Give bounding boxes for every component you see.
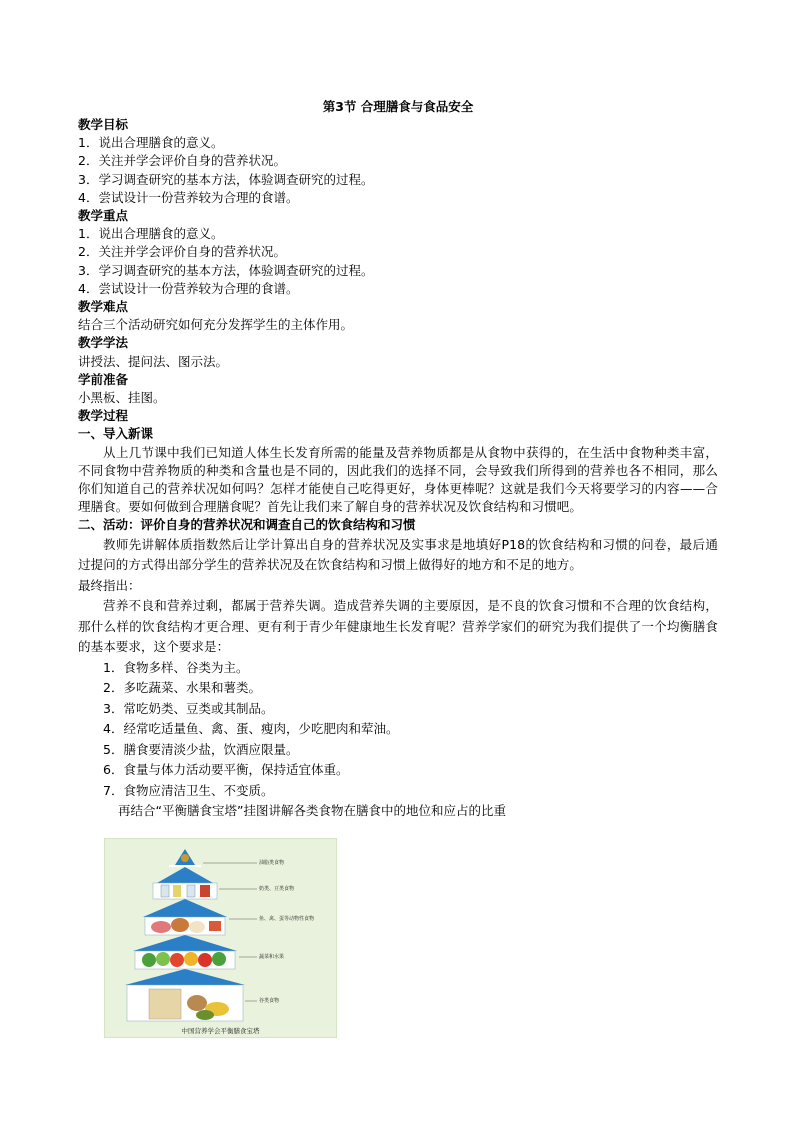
- methods-heading: 教学学法: [78, 335, 129, 351]
- preparation-heading: 学前准备: [78, 371, 129, 387]
- key-point-item: 2．关注并学会评价自身的营养状况。: [78, 244, 286, 260]
- label-grains: 谷类食物: [259, 998, 280, 1004]
- objective-item: 3．学习调查研究的基本方法，体验调查研究的过程。: [78, 171, 374, 187]
- document-body: [78, 98, 718, 821]
- process-heading: 教学过程: [78, 408, 129, 424]
- difficulty-text: 结合三个活动研究如何充分发挥学生的主体作用。: [78, 317, 354, 333]
- food-pagoda-illustration: [105, 839, 336, 1037]
- preparation-text: 小黑板、挂图。: [78, 390, 166, 406]
- key-point-item: 1．说出合理膳食的意义。: [78, 226, 224, 242]
- difficulty-heading: 教学难点: [78, 299, 129, 315]
- intro-paragraph: 从上几节课中我们已知道人体生长发育所需的能量及营养物质都是从食物中获得的，在生活中食物种类丰富，不同食物中营养物质的种类和含量也是不同的，因此我们的选择不同，会导致我们所得到的营养也各不相同，那么你们知道自己的营养状况如何吗？怎样才能使自己吃得更好，身体更棒呢？这就是我们今天将要学习的内容——合理膳食。要如何做到合理膳食呢？首先让我们来了解自身的营养状况及饮食结构和习惯吧。: [78, 444, 718, 515]
- methods-text: 讲授法、提问法、图示法。: [78, 353, 229, 369]
- activity-paragraph: 教师先讲解体质指数然后让学计算出自身的营养状况及实事求是地填好P18的饮食结构和习惯的问卷，最后通过提问的方式得出部分学生的营养状况及在饮食结构和习惯上做得好的地方和不足的地方。: [78, 536, 718, 573]
- objective-item: 1．说出合理膳食的意义。: [78, 135, 224, 151]
- activity-heading: 二、活动：评价自身的营养状况和调查自己的饮食结构和习惯: [78, 517, 416, 533]
- requirement-item: 2．多吃蔬菜、水果和薯类。: [103, 680, 261, 696]
- objective-item: 4．尝试设计一份营养较为合理的食谱。: [78, 189, 299, 205]
- figure-caption: 中国营养学会平衡膳食宝塔: [181, 1027, 260, 1035]
- objectives-heading: 教学目标: [78, 117, 129, 132]
- requirement-item: 1．食物多样、谷类为主。: [103, 659, 249, 675]
- requirement-item: 7．食物应清洁卫生、不变质。: [103, 782, 274, 798]
- pagoda-paragraph: 再结合“平衡膳食宝塔”挂图讲解各类食物在膳食中的地位和应占的比重: [118, 803, 506, 819]
- label-vegetables: 蔬菜和水果: [259, 954, 285, 960]
- food-pagoda-figure: [104, 838, 337, 1038]
- objective-item: 2．关注并学会评价自身的营养状况。: [78, 153, 286, 169]
- requirement-item: 4．经常吃适量鱼、禽、蛋、瘦肉，少吃肥肉和荤油。: [103, 721, 399, 737]
- page-title: 第3节 合理膳食与食品安全: [322, 99, 474, 114]
- key-points-heading: 教学重点: [78, 208, 129, 224]
- final-label: 最终指出：: [78, 577, 141, 593]
- label-dairy: 奶类、豆类食物: [259, 886, 295, 892]
- key-point-item: 3．学习调查研究的基本方法，体验调查研究的过程。: [78, 262, 374, 278]
- intro-heading: 一、导入新课: [78, 426, 154, 442]
- key-point-item: 4．尝试设计一份营养较为合理的食谱。: [78, 280, 299, 296]
- requirement-item: 5．膳食要清淡少盐，饮酒应限量。: [103, 741, 299, 757]
- label-oils: 油脂类食物: [259, 860, 285, 866]
- final-paragraph: 营养不良和营养过剩，都属于营养失调。造成营养失调的主要原因，是不良的饮食习惯和不合理的饮食结构，那什么样的饮食结构才更合理、更有利于青少年健康地生长发育呢？营养学家们的研究为我们提供了一个均衡膳食的基本要求，这个要求是：: [78, 598, 718, 655]
- requirement-item: 3．常吃奶类、豆类或其制品。: [103, 700, 274, 716]
- requirement-item: 6．食量与体力活动要平衡，保持适宜体重。: [103, 762, 349, 778]
- label-animal: 鱼、禽、蛋等动物性食物: [259, 916, 315, 922]
